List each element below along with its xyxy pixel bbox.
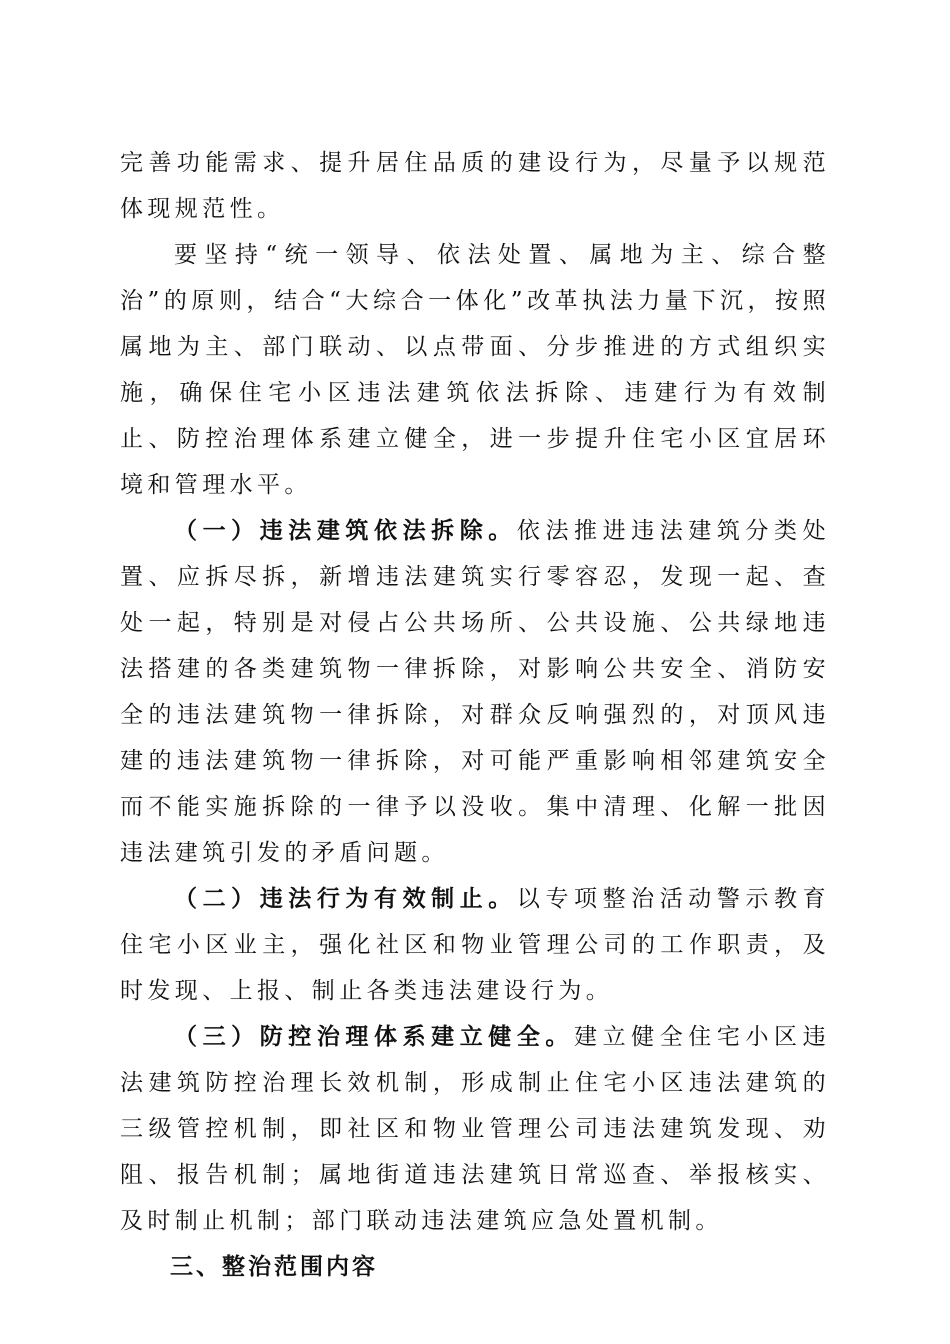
section-heading: 三、整治范围内容 [170,1254,378,1280]
section-body-3: 建立健全住宅小区违法建筑防控治理长效机制，形成制止住宅小区违法建筑的三级管控机制，即社区和物业管理公司违法建筑发现、劝阻、报告机制；属地街道违法建筑日常巡查、举报核实、及时制止机制；部门联动违法建筑应急处置机制。 [120,1024,830,1234]
paragraph-principles: 要坚持“统一领导、依法处置、属地为主、综合整治”的原则，结合“大综合一体化”改革执法力量下沉，按照属地为主、部门联动、以点带面、分步推进的方式组织实施，确保住宅小区违法建筑依法拆除、违建行为有效制止、防控治理体系建立健全，进一步提升住宅小区宜居环境和管理水平。 [120,242,830,498]
section-lead-3: （三）防控治理体系建立健全。 [174,1024,575,1050]
paragraph-demolition [120,508,830,876]
section-body-1: 依法推进违法建筑分类处置、应拆尽拆，新增违法建筑实行零容忍，发现一起、查处一起，特别是对侵占公共场所、公共设施、公共绿地违法搭建的各类建筑物一律拆除，对影响公共安全、消防安全的违法建筑物一律拆除，对群众反响强烈的，对顶风违建的违法建筑物一律拆除，对可能严重影响相邻建筑安全而不能实施拆除的一律予以没收。集中清理、化解一批因违法建筑引发的矛盾问题。 [120,518,830,866]
section-body-2: 以专项整治活动警示教育住宅小区业主，强化社区和物业管理公司的工作职责，及时发现、上报、制止各类违法建设行为。 [120,886,830,1004]
section-lead-1: （一）违法建筑依法拆除。 [174,518,517,544]
paragraph-prevention [120,876,830,1014]
paragraph-governance [120,1014,830,1244]
document-page [120,140,830,1290]
paragraph-continuation: 完善功能需求、提升居住品质的建设行为，尽量予以规范体现规范性。 [120,150,830,222]
section-lead-2: （二）违法行为有效制止。 [174,886,517,912]
